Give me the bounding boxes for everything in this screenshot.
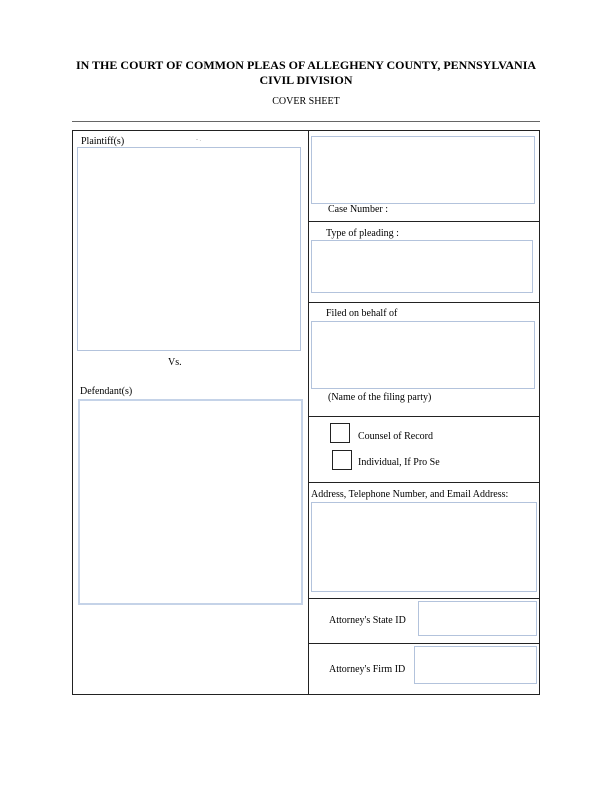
filing-party-note: (Name of the filing party): [328, 392, 432, 403]
plaintiff-label: Plaintiff(s): [81, 136, 125, 147]
state-id-field[interactable]: [418, 601, 537, 636]
defendant-label: Defendant(s): [80, 386, 133, 397]
firm-id-label: Attorney's Firm ID: [329, 664, 406, 675]
type-of-pleading-field[interactable]: [311, 240, 533, 293]
division-heading: CIVIL DIVISION: [259, 73, 353, 87]
pro-se-checkbox[interactable]: [332, 450, 352, 470]
column-divider: [308, 130, 309, 695]
row-divider: [309, 416, 540, 417]
versus-label: Vs.: [168, 357, 182, 368]
row-divider: [309, 302, 540, 303]
firm-id-field[interactable]: [414, 646, 537, 684]
row-divider: [309, 482, 540, 483]
row-divider: [309, 643, 540, 644]
plaintiff-field[interactable]: [77, 147, 301, 351]
row-divider: [309, 598, 540, 599]
defendant-field[interactable]: [78, 399, 303, 605]
counsel-of-record-label: Counsel of Record: [358, 431, 433, 442]
case-number-field[interactable]: [311, 136, 535, 204]
document-title: COVER SHEET: [272, 96, 340, 107]
type-of-pleading-label: Type of pleading :: [326, 228, 399, 239]
case-number-label: Case Number :: [328, 204, 388, 215]
filed-on-behalf-label: Filed on behalf of: [326, 308, 398, 319]
counsel-of-record-checkbox[interactable]: [330, 423, 350, 443]
address-label: Address, Telephone Number, and Email Address:: [311, 489, 509, 500]
state-id-label: Attorney's State ID: [329, 615, 406, 626]
header-divider: [72, 121, 540, 122]
pro-se-label: Individual, If Pro Se: [358, 457, 440, 468]
address-field[interactable]: [311, 502, 537, 592]
filed-on-behalf-field[interactable]: [311, 321, 535, 389]
row-divider: [309, 221, 540, 222]
court-heading: IN THE COURT OF COMMON PLEAS OF ALLEGHENY COUNTY, PENNSYLVANIA: [75, 58, 537, 72]
stray-mark: - .: [196, 137, 201, 143]
